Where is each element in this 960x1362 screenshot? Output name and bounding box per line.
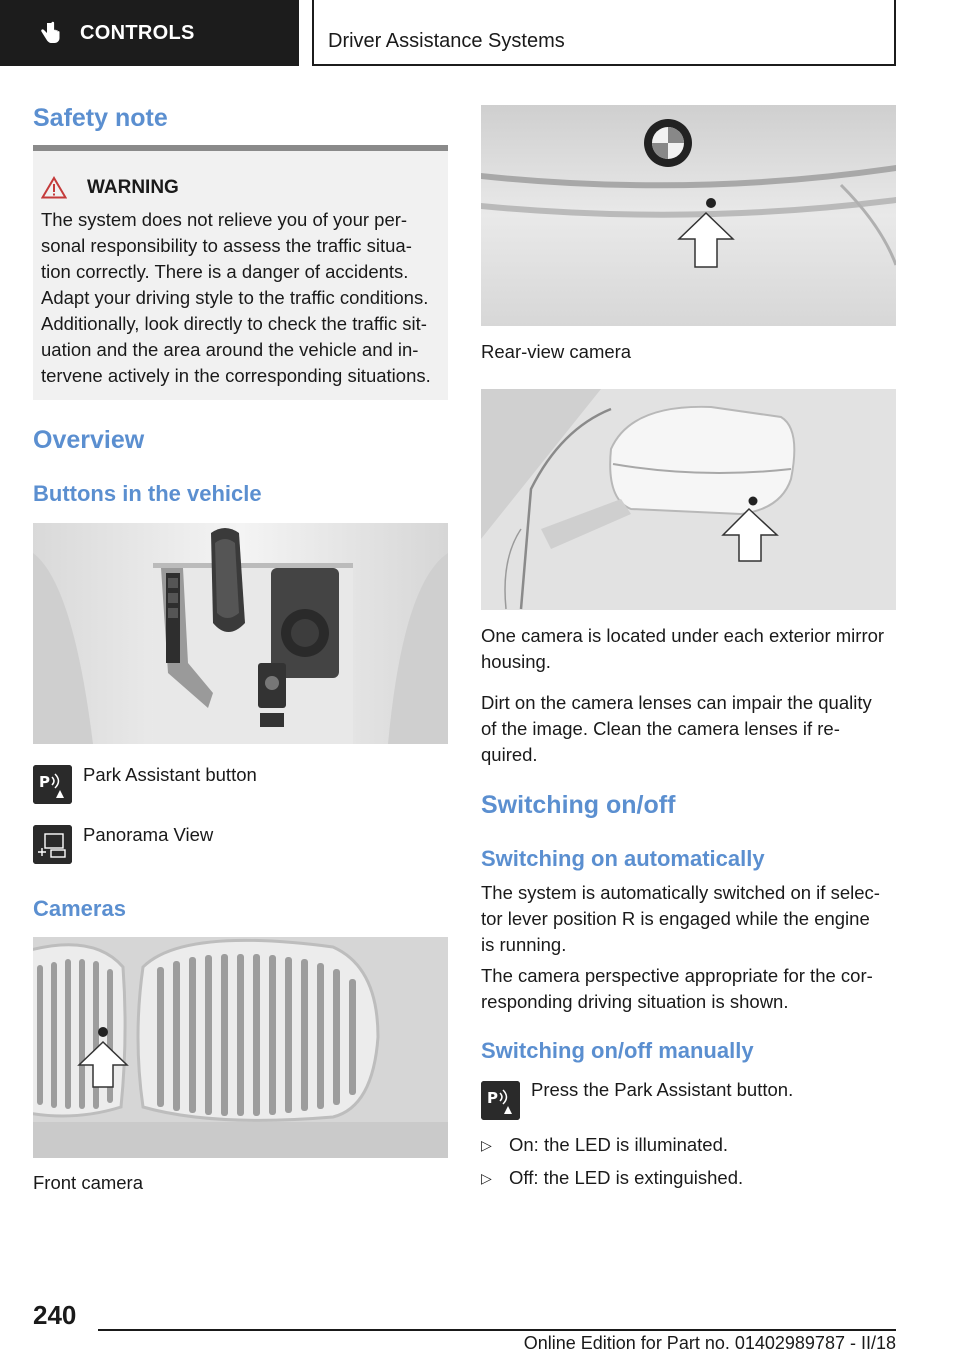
text-line: is running.: [481, 934, 567, 955]
dirt-lens-text: [481, 690, 901, 768]
panorama-view-caption: Panorama View: [83, 824, 214, 845]
bullet-text: On: the LED is illuminated.: [509, 1134, 729, 1155]
svg-text:P: P: [39, 773, 50, 791]
park-assistant-caption: Park Assistant button: [83, 764, 257, 785]
text-line: responding driving situation is shown.: [481, 991, 789, 1012]
panorama-view-icon: [33, 825, 72, 864]
warning-title: [41, 176, 179, 199]
rear-camera-caption: Rear-view camera: [481, 341, 632, 362]
cameras-heading: Cameras: [33, 896, 126, 921]
warning-box: [33, 145, 448, 400]
warning-line: Adapt your driving style to the traffic conditions.: [41, 287, 429, 308]
text-line: quired.: [481, 744, 538, 765]
auto-switching-heading: Switching on automatically: [481, 846, 765, 871]
manual-switching-heading: Switching on/off manually: [481, 1038, 754, 1063]
bullet-off: [481, 1167, 743, 1189]
overview-heading: Overview: [33, 426, 145, 454]
chapter-header: [312, 0, 896, 66]
buttons-heading: Buttons in the vehicle: [33, 481, 262, 506]
center-console-image: [33, 523, 448, 744]
press-button-text: Press the Park Assistant button.: [531, 1079, 794, 1100]
warning-text: [41, 207, 443, 389]
page-number: 240: [33, 1300, 77, 1330]
perspective-text: [481, 963, 901, 1015]
switching-heading: Switching on/off: [481, 791, 676, 819]
text-line: One camera is located under each exterior mirror: [481, 625, 885, 646]
side-mirror-image: [481, 389, 896, 610]
warning-line: tion correctly. There is a danger of accidents.: [41, 261, 409, 282]
front-camera-caption: Front camera: [33, 1172, 144, 1193]
warning-line: The system does not relieve you of your per-: [41, 209, 408, 230]
front-camera-image: [33, 937, 448, 1158]
warning-line: Additionally, look directly to check the traffic sit-: [41, 313, 427, 334]
text-line: The system is automatically switched on if selec-: [481, 882, 880, 903]
section-tab[interactable]: [0, 0, 299, 66]
warning-line: tervene actively in the corresponding situations.: [41, 365, 431, 386]
text-line: of the image. Clean the camera lenses if re-: [481, 718, 840, 739]
svg-text:P: P: [487, 1089, 498, 1107]
warning-line: sonal responsibility to assess the traffic situa-: [41, 235, 412, 256]
hand-pointer-icon: [40, 21, 62, 45]
bullet-on: [481, 1134, 728, 1156]
warning-label: WARNING: [87, 176, 179, 198]
footer-divider: [98, 1329, 896, 1331]
text-line: Dirt on the camera lenses can impair the quality: [481, 692, 872, 713]
edition-note: Online Edition for Part no. 01402989787 - II/18: [523, 1333, 896, 1353]
auto-switching-text: [481, 880, 901, 958]
warning-line: uation and the area around the vehicle and in-: [41, 339, 419, 360]
triangle-bullet-icon: ▷: [481, 1170, 492, 1186]
text-line: The camera perspective appropriate for the cor-: [481, 965, 873, 986]
section-label: CONTROLS: [80, 21, 195, 44]
mirror-camera-text: [481, 623, 901, 675]
park-assistant-icon: [481, 1081, 520, 1120]
text-line: tor lever position R is engaged while the engine: [481, 908, 870, 929]
triangle-bullet-icon: ▷: [481, 1137, 492, 1153]
chapter-title: Driver Assistance Systems: [328, 30, 565, 52]
safety-note-heading: Safety note: [33, 104, 168, 132]
bullet-text: Off: the LED is extinguished.: [509, 1167, 744, 1188]
park-assistant-icon: [33, 765, 72, 804]
warning-triangle-icon: [41, 176, 67, 199]
text-line: housing.: [481, 651, 551, 672]
rear-camera-image: [481, 105, 896, 326]
